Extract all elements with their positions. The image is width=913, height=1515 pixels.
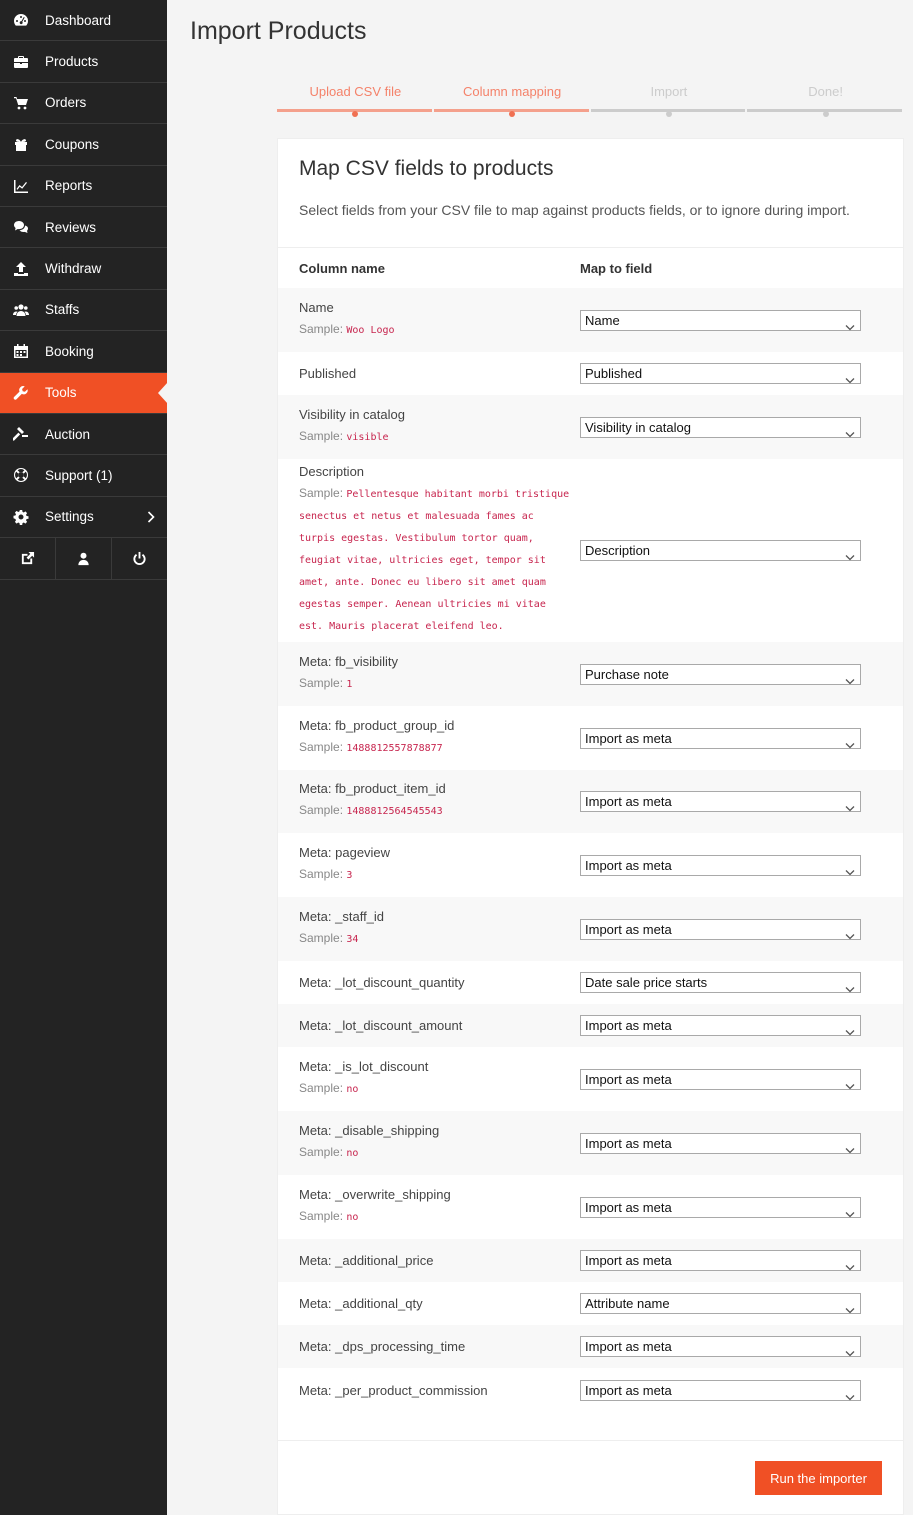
sidebar-nav xyxy=(0,0,167,538)
sidebar-item-label: Reviews xyxy=(45,219,97,235)
map-field-cell xyxy=(580,395,903,459)
select-value: Purchase note xyxy=(585,666,669,682)
sample-value xyxy=(299,737,572,759)
csv-column-name: Meta: _additional_qty xyxy=(299,1296,423,1311)
map-field-select[interactable] xyxy=(580,363,861,384)
map-field-select[interactable] xyxy=(580,728,861,749)
calendar-icon xyxy=(13,343,29,359)
upload-icon xyxy=(13,261,29,277)
map-field-select[interactable] xyxy=(580,791,861,812)
sample-code: 1488812564545543 xyxy=(346,806,443,817)
map-field-cell xyxy=(580,1111,903,1175)
chevron-down-icon xyxy=(845,1204,855,1211)
map-field-cell xyxy=(580,1047,903,1111)
sample-value xyxy=(299,673,572,695)
chevron-down-icon xyxy=(845,926,855,933)
sample-code: no xyxy=(346,1083,359,1095)
select-value: Import as meta xyxy=(585,1071,672,1087)
map-field-cell xyxy=(580,459,903,642)
select-value: Import as meta xyxy=(585,730,672,746)
sidebar-item-booking[interactable] xyxy=(0,331,167,372)
sample-code: visible xyxy=(346,431,389,443)
step-4 xyxy=(747,80,904,120)
sample-code: 1488812557878877 xyxy=(346,742,443,754)
csv-column-name: Published xyxy=(299,366,357,381)
card-header xyxy=(278,139,903,248)
chevron-down-icon xyxy=(845,671,855,678)
users-icon xyxy=(13,302,29,318)
power-icon xyxy=(132,551,147,566)
chevron-down-icon xyxy=(845,547,855,554)
table-row xyxy=(278,288,903,352)
csv-column-name: Visibility in catalog xyxy=(299,406,405,422)
table-row xyxy=(278,770,903,833)
map-field-select[interactable] xyxy=(580,1133,861,1154)
sample-code: no xyxy=(346,1147,359,1159)
card-title: Map CSV fields to products xyxy=(299,157,554,180)
sidebar-item-label: Orders xyxy=(45,95,87,111)
sample-value xyxy=(299,864,572,886)
table-row xyxy=(278,706,903,770)
sidebar-item-label: Support (1) xyxy=(45,467,113,483)
chevron-down-icon xyxy=(845,862,855,869)
sidebar-item-dashboard[interactable] xyxy=(0,0,167,41)
csv-column-name: Meta: _disable_shipping xyxy=(299,1122,440,1138)
select-value: Import as meta xyxy=(585,1339,672,1354)
column-name-cell xyxy=(278,961,580,1004)
sample-value xyxy=(299,426,572,448)
column-name-cell xyxy=(278,395,580,459)
map-to-field-header: Map to field xyxy=(580,261,653,276)
map-field-cell xyxy=(580,833,903,897)
chevron-down-icon xyxy=(845,1343,855,1350)
table-row xyxy=(278,1325,903,1368)
comments-icon xyxy=(13,219,29,235)
sample-value xyxy=(299,319,572,341)
table-row xyxy=(278,352,903,395)
map-field-select[interactable] xyxy=(580,1197,861,1218)
sample-prefix: Sample: xyxy=(299,866,344,881)
user-icon xyxy=(76,551,91,566)
column-name-cell xyxy=(278,833,580,897)
sidebar-item-label: Staffs xyxy=(45,302,80,318)
select-value: Attribute name xyxy=(585,1296,670,1311)
chevron-down-icon xyxy=(845,798,855,805)
page-title: Import Products xyxy=(190,17,367,45)
csv-column-name: Meta: pageview xyxy=(299,844,391,860)
map-field-select[interactable] xyxy=(580,919,861,940)
map-field-cell xyxy=(580,897,903,961)
mapping-card xyxy=(277,138,904,1515)
sidebar-item-products[interactable] xyxy=(0,41,167,82)
csv-column-name: Meta: _per_product_commission xyxy=(299,1382,488,1398)
wrench-icon xyxy=(13,385,29,401)
csv-column-name: Description xyxy=(299,464,365,479)
table-row xyxy=(278,642,903,706)
mapping-table xyxy=(278,248,903,1412)
sidebar-item-label: Dashboard xyxy=(45,12,112,28)
gavel-icon xyxy=(13,426,29,442)
sidebar-item-withdraw[interactable] xyxy=(0,248,167,289)
card-description: Select fields from your CSV file to map against products fields, or to ignore during import. xyxy=(299,202,850,218)
column-name-cell xyxy=(278,642,580,706)
sidebar-item-label: Products xyxy=(45,54,99,70)
logout-button[interactable] xyxy=(112,538,167,579)
map-field-cell xyxy=(580,1175,903,1239)
select-value: Import as meta xyxy=(585,921,672,937)
map-field-cell xyxy=(580,1282,903,1325)
sidebar-item-reviews[interactable] xyxy=(0,207,167,248)
chevron-down-icon xyxy=(845,735,855,742)
step-label: Upload CSV file xyxy=(309,84,402,99)
map-field-select[interactable] xyxy=(580,972,861,993)
map-field-cell xyxy=(580,706,903,770)
step-label: Done! xyxy=(808,84,843,99)
column-name-cell xyxy=(278,897,580,961)
select-value: Import as meta xyxy=(585,794,672,809)
sidebar-item-support-1[interactable] xyxy=(0,455,167,496)
map-field-cell xyxy=(580,288,903,352)
step-dot xyxy=(352,111,358,117)
step-label: Column mapping xyxy=(462,84,562,99)
map-field-cell xyxy=(580,352,903,395)
map-field-select[interactable] xyxy=(580,1015,861,1036)
map-field-cell xyxy=(580,1004,903,1047)
external-link-icon xyxy=(20,551,35,566)
sample-code: no xyxy=(346,1211,359,1223)
map-field-cell xyxy=(580,1325,903,1368)
column-name-cell xyxy=(278,459,580,642)
chevron-down-icon xyxy=(845,424,855,431)
select-value: Published xyxy=(585,366,643,381)
sample-prefix: Sample: xyxy=(299,675,344,690)
table-row xyxy=(278,395,903,459)
column-name-cell xyxy=(278,1282,580,1325)
chevron-down-icon xyxy=(845,1387,855,1394)
sample-value xyxy=(299,1206,572,1228)
map-field-cell xyxy=(580,1239,903,1282)
select-value: Description xyxy=(585,543,651,558)
csv-column-name: Meta: fb_product_group_id xyxy=(299,717,455,733)
table-row xyxy=(278,1282,903,1325)
sidebar-bottom-bar xyxy=(0,538,167,580)
column-name-cell xyxy=(278,1004,580,1047)
import-steps xyxy=(277,80,904,120)
user-profile-button[interactable] xyxy=(56,538,112,579)
table-row xyxy=(278,1047,903,1111)
table-row xyxy=(278,1004,903,1047)
sample-prefix: Sample: xyxy=(299,739,344,754)
gear-icon xyxy=(13,509,29,525)
sample-code: 1 xyxy=(346,678,353,690)
table-row xyxy=(278,459,903,642)
csv-column-name: Meta: _additional_price xyxy=(299,1253,434,1268)
sample-code: Woo Logo xyxy=(346,324,395,336)
map-field-select[interactable] xyxy=(580,310,861,331)
column-name-cell xyxy=(278,1111,580,1175)
select-value: Date sale price starts xyxy=(585,975,708,990)
sidebar xyxy=(0,0,167,1515)
run-importer-button[interactable]: Run the importer xyxy=(755,1461,882,1495)
chevron-down-icon xyxy=(845,1076,855,1083)
table-row xyxy=(278,1111,903,1175)
sample-value xyxy=(299,1142,572,1164)
column-name-cell xyxy=(278,706,580,770)
column-name-cell xyxy=(278,1047,580,1111)
sample-prefix: Sample: xyxy=(299,428,344,443)
select-value: Import as meta xyxy=(585,1135,672,1151)
sample-code: 34 xyxy=(346,933,359,945)
chevron-down-icon xyxy=(845,1022,855,1029)
column-name-cell xyxy=(278,1239,580,1282)
map-field-select[interactable] xyxy=(580,855,861,876)
sidebar-item-label: Withdraw xyxy=(45,261,102,277)
sample-code: Pellentesque habitant morbi tristique senectus et netus et malesuada fames ac turpis egestas. Vestibulum tortor quam, feugiat vitae, ultricies eget, tempor sit amet, ante. Donec eu libero sit amet quam egestas semper. Aenean ultricies mi vitae est. Mauris placerat eleifend leo. xyxy=(299,489,570,632)
step-1 xyxy=(277,80,434,120)
column-name-cell xyxy=(278,1325,580,1368)
chevron-down-icon xyxy=(845,317,855,324)
csv-column-name: Meta: fb_product_item_id xyxy=(299,781,446,796)
table-row xyxy=(278,1175,903,1239)
map-field-select[interactable] xyxy=(580,1250,861,1271)
step-dot xyxy=(823,111,829,117)
sample-prefix: Sample: xyxy=(299,803,344,817)
map-field-select[interactable] xyxy=(580,540,861,561)
sample-code: 3 xyxy=(346,869,353,881)
sample-prefix: Sample: xyxy=(299,1080,344,1095)
sidebar-item-reports[interactable] xyxy=(0,166,167,207)
table-row xyxy=(278,1239,903,1282)
briefcase-icon xyxy=(13,54,29,70)
table-row xyxy=(278,1368,903,1412)
step-2 xyxy=(434,80,591,120)
sample-prefix: Sample: xyxy=(299,1144,344,1159)
select-value: Import as meta xyxy=(585,1018,672,1033)
sample-prefix: Sample: xyxy=(299,486,344,500)
sample-prefix: Sample: xyxy=(299,321,344,336)
sidebar-item-label: Reports xyxy=(45,178,93,194)
select-value: Import as meta xyxy=(585,857,672,873)
map-field-cell xyxy=(580,961,903,1004)
csv-column-name: Meta: fb_visibility xyxy=(299,653,398,669)
sidebar-item-coupons[interactable] xyxy=(0,124,167,165)
map-field-select[interactable] xyxy=(580,1336,861,1357)
step-3 xyxy=(591,80,748,120)
chevron-down-icon xyxy=(845,979,855,986)
step-dot xyxy=(666,111,672,117)
chevron-down-icon xyxy=(845,370,855,377)
column-name-cell xyxy=(278,1175,580,1239)
sample-value xyxy=(299,1078,572,1100)
column-name-cell xyxy=(278,288,580,352)
chevron-down-icon xyxy=(845,1140,855,1147)
select-value: Visibility in catalog xyxy=(585,419,691,435)
table-row xyxy=(278,897,903,961)
sidebar-item-orders[interactable] xyxy=(0,83,167,124)
cart-icon xyxy=(13,95,29,111)
column-name-cell xyxy=(278,1368,580,1412)
step-label: Import xyxy=(650,84,688,99)
step-dot xyxy=(509,111,515,117)
csv-column-name: Meta: _is_lot_discount xyxy=(299,1058,429,1074)
external-link-button[interactable] xyxy=(0,538,56,579)
sample-value xyxy=(299,928,572,950)
sidebar-item-tools[interactable] xyxy=(0,373,167,414)
sidebar-item-settings[interactable] xyxy=(0,497,167,538)
sample-prefix: Sample: xyxy=(299,1208,344,1223)
map-field-cell xyxy=(580,770,903,833)
map-field-select[interactable] xyxy=(580,1293,861,1314)
map-field-select[interactable] xyxy=(580,664,861,685)
sidebar-item-label: Settings xyxy=(45,509,94,525)
select-value: Name xyxy=(585,312,620,328)
csv-column-name: Name xyxy=(299,299,334,315)
sidebar-item-label: Tools xyxy=(45,385,77,401)
dashboard-icon xyxy=(13,12,29,28)
map-field-cell xyxy=(580,642,903,706)
map-field-select[interactable] xyxy=(580,1069,861,1090)
chevron-right-icon xyxy=(147,510,155,524)
column-name-header: Column name xyxy=(299,261,385,276)
select-value: Import as meta xyxy=(585,1253,672,1268)
sidebar-item-label: Auction xyxy=(45,426,91,442)
select-value: Import as meta xyxy=(585,1199,672,1215)
select-value: Import as meta xyxy=(585,1382,672,1398)
map-field-select[interactable] xyxy=(580,417,861,438)
map-field-select[interactable] xyxy=(580,1380,861,1401)
sample-value xyxy=(299,800,572,822)
sample-value xyxy=(299,483,572,637)
sidebar-item-label: Coupons xyxy=(45,136,100,152)
csv-column-name: Meta: _staff_id xyxy=(299,908,385,924)
sample-prefix: Sample: xyxy=(299,930,344,945)
table-row xyxy=(278,961,903,1004)
gift-icon xyxy=(13,136,29,152)
lifebuoy-icon xyxy=(13,467,29,483)
sidebar-item-label: Booking xyxy=(45,343,94,359)
sidebar-item-staffs[interactable] xyxy=(0,290,167,331)
chevron-down-icon xyxy=(845,1300,855,1307)
map-field-cell xyxy=(580,1368,903,1412)
line-chart-icon xyxy=(13,178,29,194)
card-footer xyxy=(278,1440,903,1515)
chevron-down-icon xyxy=(845,1257,855,1264)
column-name-cell xyxy=(278,352,580,395)
column-name-cell xyxy=(278,770,580,833)
csv-column-name: Meta: _lot_discount_quantity xyxy=(299,975,465,990)
table-row xyxy=(278,833,903,897)
csv-column-name: Meta: _dps_processing_time xyxy=(299,1339,466,1354)
csv-column-name: Meta: _overwrite_shipping xyxy=(299,1186,451,1202)
sidebar-item-auction[interactable] xyxy=(0,414,167,455)
csv-column-name: Meta: _lot_discount_amount xyxy=(299,1018,463,1033)
